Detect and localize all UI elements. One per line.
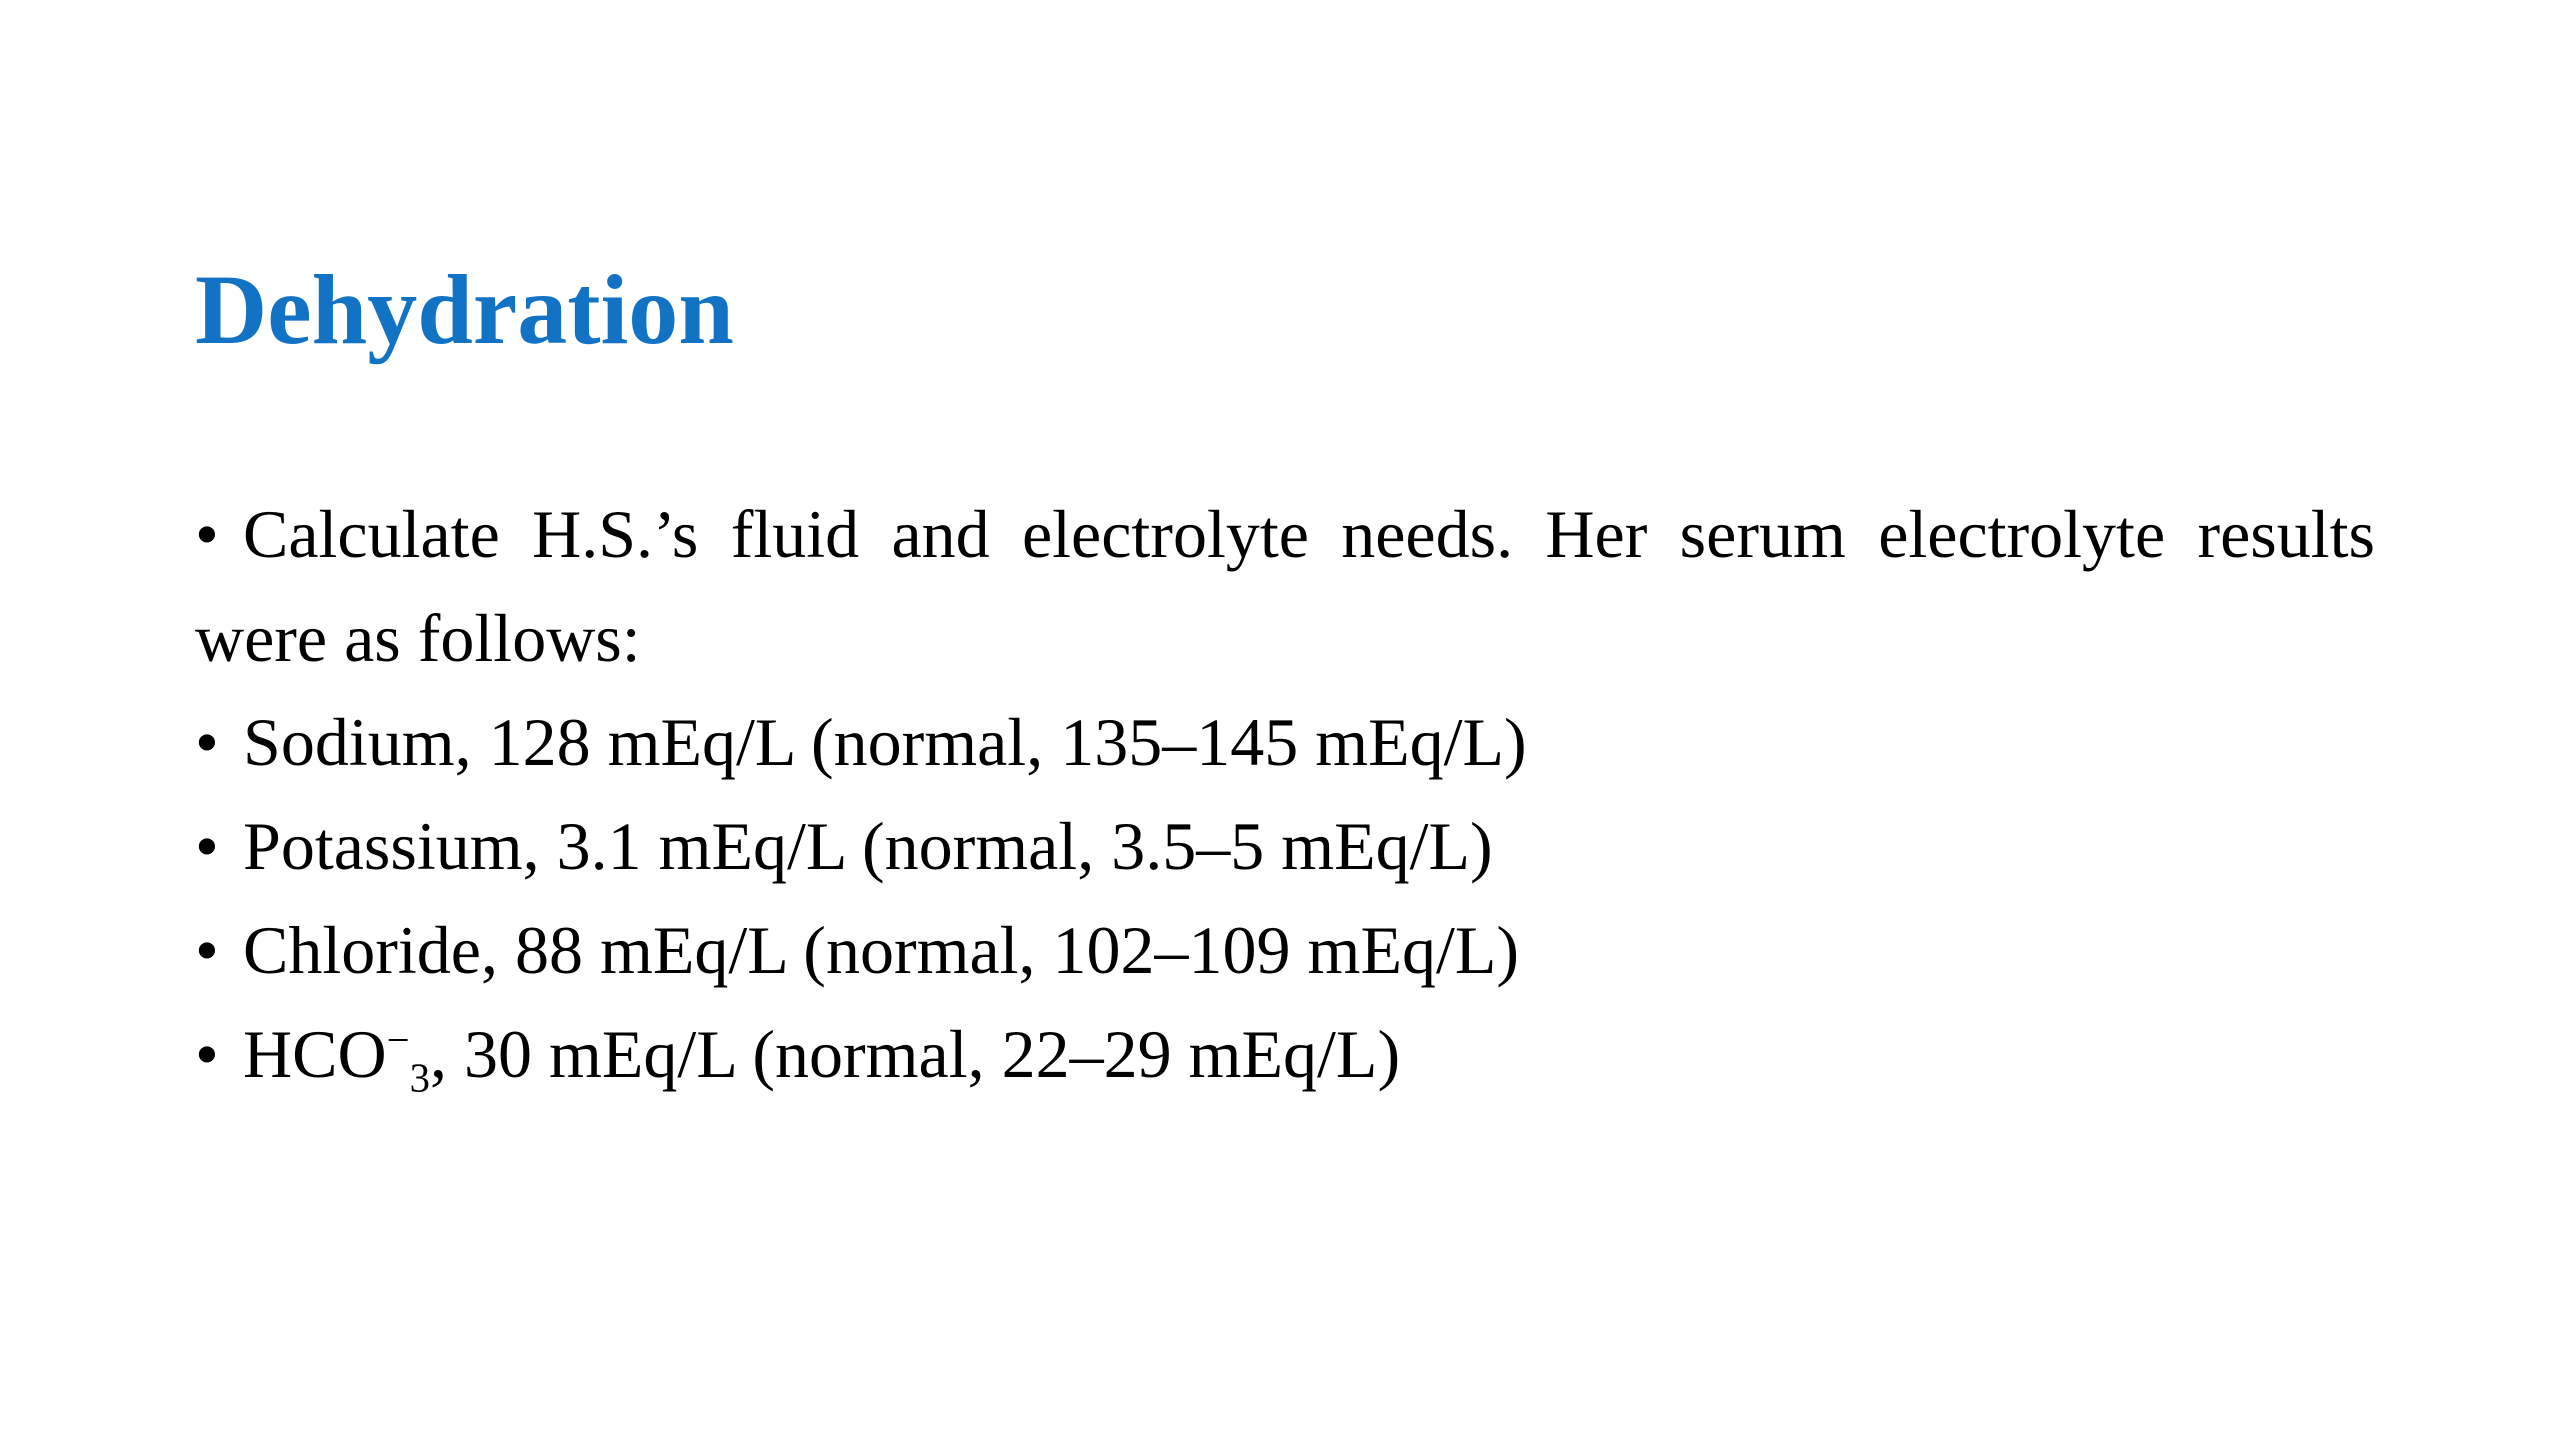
bullet-intro: [195, 482, 2375, 690]
hco3-base: HCO: [243, 1016, 387, 1092]
bullet-potassium: [195, 794, 2375, 898]
bullet-icon: •: [195, 912, 219, 988]
bullet-icon: •: [195, 808, 219, 884]
bullet-icon: •: [195, 704, 219, 780]
potassium-text: Potassium, 3.1 mEq/L (normal, 3.5–5 mEq/L): [243, 808, 1493, 884]
bullet-icon: •: [195, 496, 219, 572]
hco3-rest: , 30 mEq/L (normal, 22–29 mEq/L): [430, 1016, 1401, 1092]
hco3-superscript: −: [386, 1017, 410, 1063]
chloride-text: Chloride, 88 mEq/L (normal, 102–109 mEq/L): [243, 912, 1520, 988]
sodium-text: Sodium, 128 mEq/L (normal, 135–145 mEq/L): [243, 704, 1527, 780]
slide-body: [195, 482, 2375, 1106]
slide-title: Dehydration: [195, 254, 734, 365]
intro-text: Calculate H.S.’s fluid and electrolyte needs. Her serum electrolyte results were as follows:: [195, 496, 2375, 676]
bullet-bicarbonate: [195, 1002, 2375, 1106]
bullet-chloride: [195, 898, 2375, 1002]
bullet-icon: •: [195, 1016, 219, 1092]
bullet-sodium: [195, 690, 2375, 794]
hco3-subscript: 3: [409, 1055, 430, 1101]
